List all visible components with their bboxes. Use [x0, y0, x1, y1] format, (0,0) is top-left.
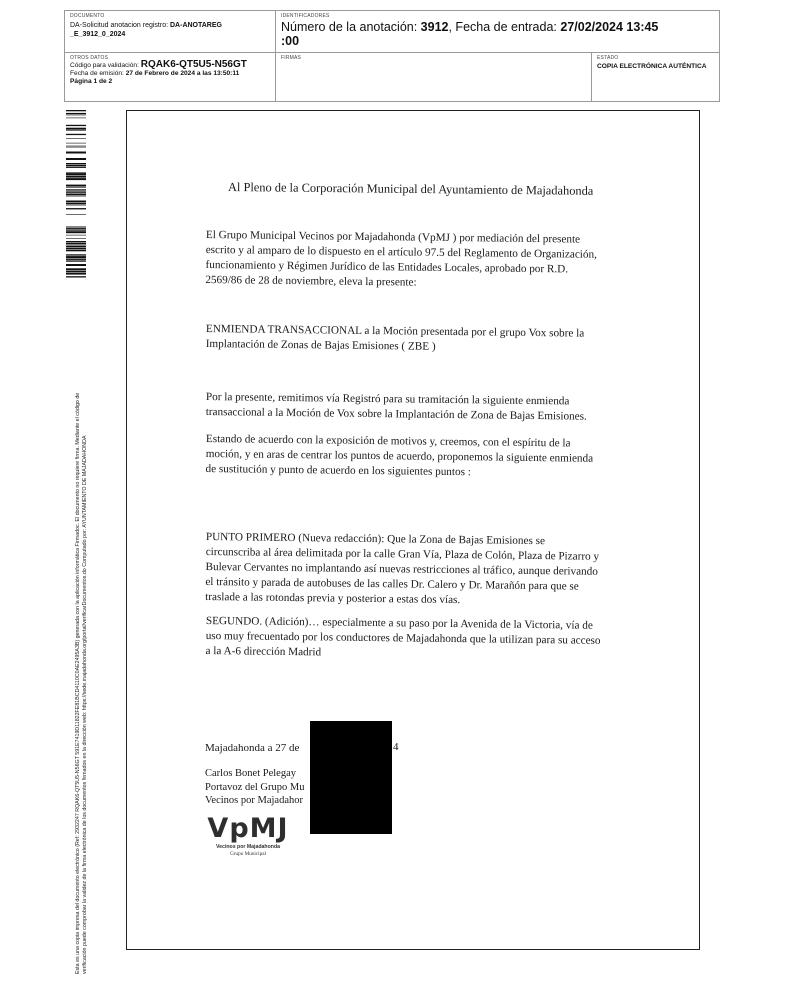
- enmienda-paragraph: ENMIENDA TRANSACCIONAL a la Moción presentada por el grupo Vox sobre la Implantación de Zonas de Bajas Emisiones ( ZBE ): [205, 322, 585, 353]
- logo-group-label: Grupo Municipal: [230, 851, 266, 857]
- identifiers-caption: IDENTIFICADORES: [281, 13, 330, 19]
- status-caption: ESTADO: [597, 55, 619, 61]
- document-header-table: [64, 10, 720, 102]
- document-description: DA-Solicitud anotacion registro: DA-ANOTAREG _E_3912_0_2024: [70, 22, 222, 38]
- signing-date-year-fragment: 4: [393, 741, 399, 753]
- document-cell: [65, 11, 276, 53]
- validation-code[interactable]: RQAK6-QT5U5-N56GT: [140, 59, 247, 70]
- page-info: Página 1 de 2: [70, 78, 113, 85]
- identifiers-cell: [276, 11, 720, 53]
- signatures-cell: [276, 53, 592, 101]
- document-caption: DOCUMENTO: [70, 13, 105, 19]
- signer-name: Carlos Bonet Pelegay: [205, 768, 296, 779]
- signature-block: [205, 767, 304, 808]
- letter-title: Al Pleno de la Corporación Municipal del Ayuntamiento de Majadahonda: [227, 180, 594, 198]
- redaction-box: [310, 721, 392, 834]
- status-value: COPIA ELECTRÓNICA AUTÉNTICA: [597, 63, 707, 70]
- signing-date: Majadahonda a 27 de: [205, 742, 300, 754]
- registry-number: 3912: [420, 20, 449, 34]
- other-data-cell: [65, 53, 276, 101]
- vpmj-logo: [205, 814, 291, 857]
- entry-date-seconds: :00: [281, 34, 300, 48]
- side-legend-line-2: verificación puede comprobar la validez de la firma electrónica de los documentos firmados en la dirección web: https://sede.majadahonda.org/portal/verificarDocumentos.do Computado por: AYUNTAMIENTO DE MAJADAHONDA: [82, 435, 88, 974]
- remitimos-paragraph: Por la presente, remitimos vía Registró para su tramitación la siguiente enmienda transaccional a la Moción de Vox sobre la Implantación de Zona de Bajas Emisiones.: [205, 390, 587, 423]
- signatures-caption: FIRMAS: [281, 55, 302, 61]
- side-legend-line-1: Esta es una copia impresa del documento electrónico (Ref: 2932247 RQAK6-QT5U5-N56GT 591E7419D11822FE81BCD4110C0AE2495A3B) generada con la aplicación informática Firmadoc. El documento no requiere firma. Mediante el código de: [75, 392, 81, 974]
- intro-paragraph: El Grupo Municipal Vecinos por Majadahonda (VpMJ ) por mediación del presente escrito y al amparo de lo dispuesto en el artículo 97.5 del Reglamento de Organización, funcionamiento y Régimen Jurídico de las Entidades Locales, aprobado por R.D. 2569/86 de 28 de noviembre, eleva la presente:: [205, 228, 598, 289]
- emission-date-line: Fecha de emisión: 27 de Febrero de 2024 a las 13:50:11: [70, 70, 240, 77]
- punto-primero-paragraph: PUNTO PRIMERO (Nueva redacción): Que la Zona de Bajas Emisiones se circunscriba al área delimitada por la calle Gran Vía, Plaza de Colón, Plaza de Pizarro y Bulevar Cervantes no implantando así nuevas restricciones al tráfico, aunque derivando el tránsito y parada de autobuses de las calles Dr. Calero y Dr. Marañón para que se traslade a las rotondas previa y posterior a estas dos vías.: [205, 530, 600, 607]
- document-code-suffix: _E_3912_0_2024: [70, 31, 126, 38]
- entry-date: 27/02/2024 13:45: [560, 20, 659, 34]
- signer-role: Portavoz del Grupo Mu: [205, 781, 305, 793]
- logo-subtitle: Vecinos por Majadahonda: [216, 844, 280, 850]
- segundo-paragraph: SEGUNDO. (Adición)… especialmente a su paso por la Avenida de la Victoria, vía de uso muy frecuentado por los conductores de Majadahonda que la utilizan para su acceso a la A-6 dirección Madrid: [205, 614, 601, 659]
- logo-wordmark: VpMJ: [207, 813, 289, 844]
- validation-code-line: Código para validación: RQAK6-QT5U5-N56GT: [70, 59, 247, 70]
- signer-group: Vecinos por Majadahor: [205, 795, 303, 806]
- other-data-caption: OTROS DATOS: [70, 55, 109, 61]
- side-legend: [75, 294, 89, 974]
- registry-entry-info: Número de la anotación: 3912, Fecha de entrada: 27/02/2024 13:45 :00: [281, 20, 659, 48]
- document-code: DA-ANOTAREG: [170, 22, 222, 29]
- acuerdo-paragraph: Estando de acuerdo con la exposición de motivos y, creemos, con el espíritu de la moción, y en aras de centrar los puntos de acuerdo, proponemos la siguiente enmienda de sustitución y punto de acuerdo en los siguientes puntos :: [205, 432, 594, 479]
- status-cell: [592, 53, 720, 101]
- barcode: [66, 110, 86, 280]
